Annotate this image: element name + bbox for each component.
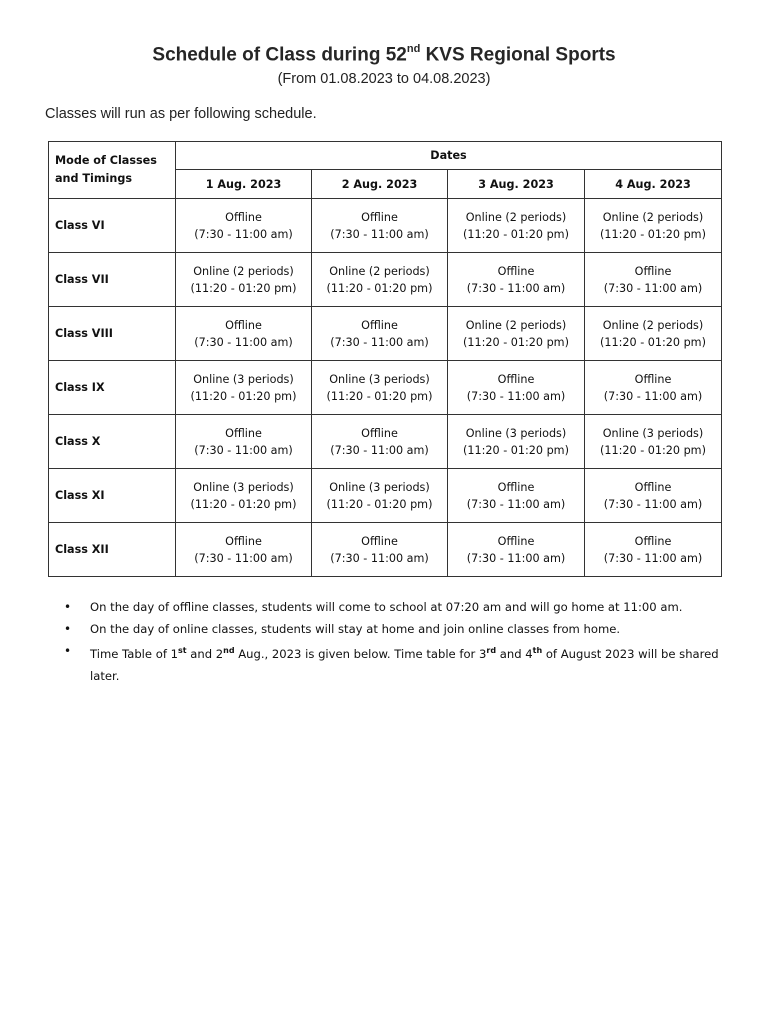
- mode-text: Offline: [634, 480, 672, 494]
- corner-line-1: Mode of Classes: [55, 154, 157, 167]
- timing-text: (11:20 - 01:20 pm): [190, 389, 297, 403]
- class-label: Class X: [49, 415, 176, 469]
- mode-text: Online (3 periods): [602, 426, 704, 440]
- schedule-cell: [312, 253, 448, 307]
- timing-text: (7:30 - 11:00 am): [330, 443, 429, 457]
- class-label: Class VI: [49, 199, 176, 253]
- schedule-cell: [585, 307, 722, 361]
- note-item: [64, 618, 724, 640]
- timing-text: (11:20 - 01:20 pm): [600, 443, 706, 457]
- timing-text: (7:30 - 11:00 am): [603, 497, 703, 511]
- schedule-cell: [448, 523, 585, 577]
- timing-text: (7:30 - 11:00 am): [603, 389, 703, 403]
- schedule-cell: [312, 415, 448, 469]
- schedule-cell: [312, 361, 448, 415]
- timing-text: (7:30 - 11:00 am): [194, 335, 293, 349]
- schedule-cell: [448, 307, 585, 361]
- timing-text: (7:30 - 11:00 am): [194, 227, 293, 241]
- timing-text: (11:20 - 01:20 pm): [463, 443, 569, 457]
- corner-line-2: and Timings: [55, 172, 133, 185]
- mode-text: Offline: [225, 318, 262, 332]
- schedule-cell: [585, 469, 722, 523]
- schedule-cell: [176, 523, 312, 577]
- timing-text: (7:30 - 11:00 am): [603, 281, 703, 295]
- schedule-cell: [312, 469, 448, 523]
- date-header: 4 Aug. 2023: [585, 170, 722, 199]
- schedule-cell: [176, 253, 312, 307]
- schedule-cell: [176, 361, 312, 415]
- page-title: [0, 44, 768, 66]
- mode-text: Online (2 periods): [193, 264, 294, 278]
- mode-text: Online (2 periods): [465, 210, 567, 224]
- schedule-cell: [448, 199, 585, 253]
- timing-text: (11:20 - 01:20 pm): [326, 497, 433, 511]
- timing-text: (11:20 - 01:20 pm): [600, 227, 706, 241]
- note-text: On the day of offline classes, students will come to school at 07:20 am and will go home at 11:00 am.: [90, 600, 683, 614]
- mode-text: Online (2 periods): [602, 210, 704, 224]
- mode-text: Offline: [634, 372, 672, 386]
- mode-text: Online (3 periods): [329, 480, 430, 494]
- schedule-cell: [585, 415, 722, 469]
- schedule-cell: [448, 253, 585, 307]
- schedule-cell: [176, 469, 312, 523]
- schedule-cell: [176, 415, 312, 469]
- timing-text: (7:30 - 11:00 am): [466, 389, 566, 403]
- timing-text: (7:30 - 11:00 am): [466, 551, 566, 565]
- timing-text: (11:20 - 01:20 pm): [600, 335, 706, 349]
- dates-header: Dates: [176, 142, 722, 170]
- schedule-cell: [312, 523, 448, 577]
- bullet-icon: •: [64, 644, 72, 658]
- title-text-suffix: KVS Regional Sports: [420, 44, 616, 66]
- mode-text: Offline: [361, 210, 398, 224]
- date-header: 3 Aug. 2023: [448, 170, 585, 199]
- mode-text: Offline: [497, 264, 535, 278]
- class-label: Class XI: [49, 469, 176, 523]
- mode-text: Online (3 periods): [465, 426, 567, 440]
- note-item: [64, 596, 724, 618]
- table-row: [49, 307, 722, 361]
- timing-text: (11:20 - 01:20 pm): [326, 281, 433, 295]
- schedule-cell: [312, 307, 448, 361]
- bullet-icon: •: [64, 622, 72, 636]
- table-row: [49, 415, 722, 469]
- schedule-cell: [176, 199, 312, 253]
- timing-text: (7:30 - 11:00 am): [194, 443, 293, 457]
- mode-text: Offline: [361, 318, 398, 332]
- mode-text: Offline: [497, 372, 535, 386]
- mode-text: Offline: [361, 534, 398, 548]
- class-label: Class VIII: [49, 307, 176, 361]
- note-text: On the day of online classes, students will stay at home and join online classes from home.: [90, 622, 621, 636]
- timing-text: (11:20 - 01:20 pm): [463, 335, 569, 349]
- class-label: Class XII: [49, 523, 176, 577]
- timing-text: (7:30 - 11:00 am): [330, 227, 429, 241]
- mode-text: Offline: [497, 480, 535, 494]
- timing-text: (7:30 - 11:00 am): [466, 281, 566, 295]
- note-text: Time Table of 1st and 2nd Aug., 2023 is given below. Time table for 3rd and 4th of August 2023 will be shared later.: [90, 646, 719, 683]
- class-label: Class VII: [49, 253, 176, 307]
- page-subtitle: (From 01.08.2023 to 04.08.2023): [277, 71, 491, 87]
- timing-text: (7:30 - 11:00 am): [194, 551, 293, 565]
- schedule-cell: [585, 523, 722, 577]
- schedule-table: [48, 141, 722, 577]
- table-row: [49, 199, 722, 253]
- mode-text: Offline: [634, 534, 672, 548]
- mode-text: Online (3 periods): [193, 480, 294, 494]
- mode-text: Offline: [225, 426, 262, 440]
- notes-list: [64, 596, 724, 687]
- timing-text: (7:30 - 11:00 am): [330, 335, 429, 349]
- timing-text: (11:20 - 01:20 pm): [190, 281, 297, 295]
- table-row: [49, 523, 722, 577]
- table-row: [49, 253, 722, 307]
- class-label: Class IX: [49, 361, 176, 415]
- mode-text: Offline: [497, 534, 535, 548]
- table-corner-header: [49, 142, 176, 199]
- schedule-cell: [312, 199, 448, 253]
- intro-text: Classes will run as per following schedule.: [45, 106, 317, 122]
- timing-text: (11:20 - 01:20 pm): [463, 227, 569, 241]
- mode-text: Online (2 periods): [329, 264, 430, 278]
- timing-text: (7:30 - 11:00 am): [603, 551, 703, 565]
- mode-text: Offline: [361, 426, 398, 440]
- timing-text: (11:20 - 01:20 pm): [190, 497, 297, 511]
- mode-text: Online (2 periods): [465, 318, 567, 332]
- schedule-cell: [585, 199, 722, 253]
- mode-text: Offline: [634, 264, 672, 278]
- mode-text: Offline: [225, 210, 262, 224]
- schedule-cell: [448, 361, 585, 415]
- mode-text: Online (3 periods): [329, 372, 430, 386]
- date-header: 1 Aug. 2023: [176, 170, 312, 199]
- table-row: [49, 469, 722, 523]
- schedule-cell: [448, 469, 585, 523]
- schedule-cell: [585, 253, 722, 307]
- timing-text: (7:30 - 11:00 am): [466, 497, 566, 511]
- mode-text: Online (2 periods): [602, 318, 704, 332]
- table-row: [49, 361, 722, 415]
- mode-text: Online (3 periods): [193, 372, 294, 386]
- mode-text: Offline: [225, 534, 262, 548]
- bullet-icon: •: [64, 600, 72, 614]
- schedule-cell: [585, 361, 722, 415]
- title-text: Schedule of Class during 52: [152, 44, 407, 66]
- timing-text: (7:30 - 11:00 am): [330, 551, 429, 565]
- date-header: 2 Aug. 2023: [312, 170, 448, 199]
- schedule-cell: [448, 415, 585, 469]
- timing-text: (11:20 - 01:20 pm): [326, 389, 433, 403]
- schedule-cell: [176, 307, 312, 361]
- note-item: [64, 640, 724, 687]
- title-superscript: nd: [406, 43, 421, 55]
